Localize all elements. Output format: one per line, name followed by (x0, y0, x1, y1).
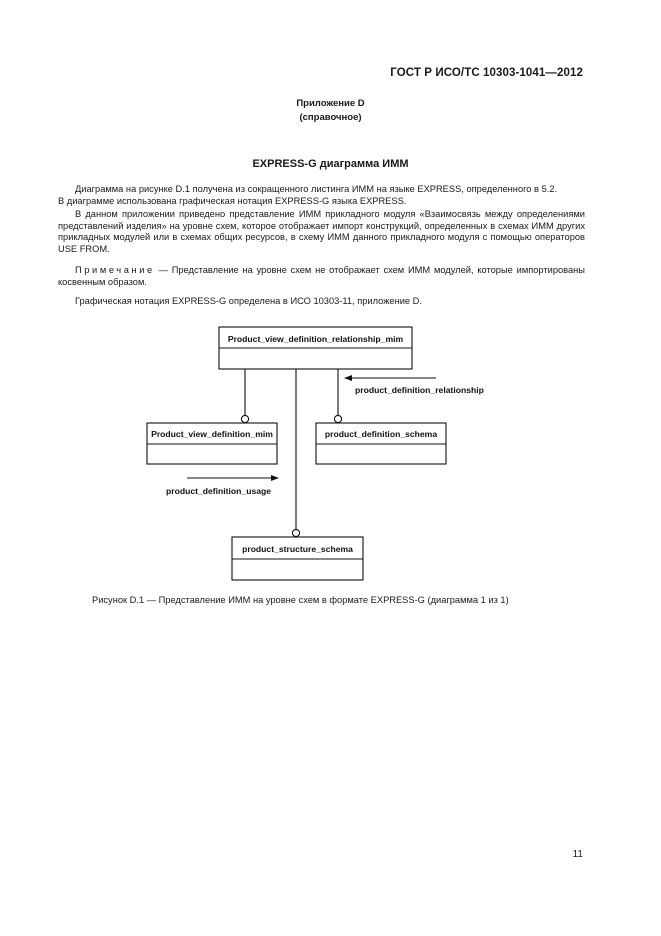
standard-designation: ГОСТ Р ИСО/ТС 10303-1041—2012 (390, 67, 583, 79)
appendix-type: (справочное) (299, 112, 362, 123)
box-right-label: product_definition_schema (324, 429, 438, 439)
paragraph-1-line-2: В диаграмме использована графическая нотация EXPRESS-G языка EXPRESS. (58, 195, 407, 206)
note-label: Примечание (75, 265, 155, 275)
box-bottom-label: product_structure_schema (242, 544, 353, 554)
box-left-label: Product_view_definition_mim (151, 429, 273, 439)
terminator-left (241, 415, 248, 422)
paragraph-1-line-1: Диаграмма на рисунке D.1 получена из сокращенного листинга ИММ на языке EXPRESS, определенного в 5.2. (75, 184, 558, 194)
arrow-usage-head (271, 475, 279, 481)
note-text: — Представление на уровне схем не отображает схем ИММ модулей, которые импортированы косвенным образом. (58, 265, 585, 287)
appendix-title: Приложение D (296, 98, 365, 109)
usage-label: product_definition_usage (166, 486, 272, 496)
page-number: 11 (572, 849, 583, 860)
box-main-label: Product_view_definition_relationship_mim (227, 334, 404, 344)
terminator-right (334, 415, 341, 422)
figure-caption: Рисунок D.1 — Представление ИММ на уровне схем в формате EXPRESS-G (диаграмма 1 из 1) (92, 595, 509, 605)
arrow-relationship-head (344, 375, 352, 381)
paragraph-2-text: В данном приложении приведено представление ИММ прикладного модуля «Взаимосвязь между определениями представлений изделия» на уровне схем, которое отображает импорт конструкций, определенных в схемах ИММ других прикладных модулей или в схемах общих ресурсов, в схему ИММ данного прикладного модуля с помощью операторов USE FROM. (58, 209, 585, 254)
relationship-label: product_definition_relationship (355, 385, 484, 395)
paragraph-4-text: Графическая нотация EXPRESS-G определена в ИСО 10303-11, приложение D. (75, 296, 422, 306)
section-title: EXPRESS-G диаграмма ИММ (252, 158, 409, 170)
terminator-bottom (292, 529, 299, 536)
